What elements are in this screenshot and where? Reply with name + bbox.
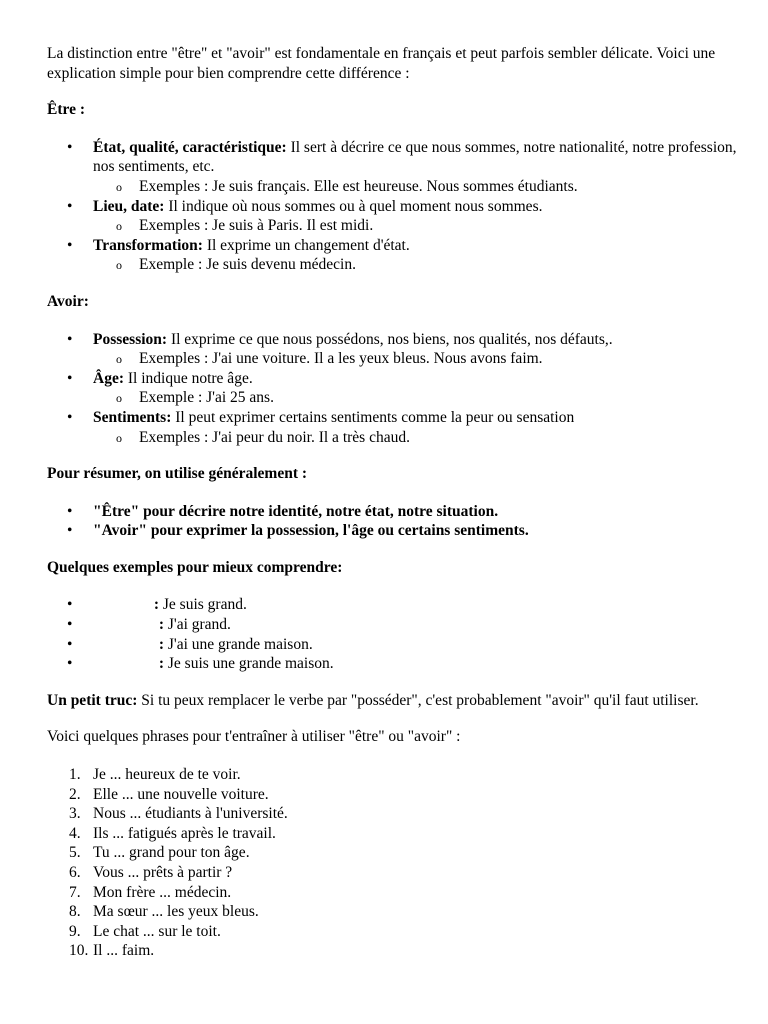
example-colon-3: : xyxy=(158,635,164,653)
list-item xyxy=(47,521,737,541)
avoir-term-1: Possession: xyxy=(93,330,168,348)
example-text-1: Je suis grand. xyxy=(159,596,247,614)
exercise-number: 2. xyxy=(69,785,81,803)
exercise-text: Ma sœur ... les yeux bleus. xyxy=(93,903,259,921)
example-text-3: J'ai une grande maison. xyxy=(164,635,313,653)
list-item xyxy=(47,883,737,903)
exercise-number: 4. xyxy=(69,824,81,842)
resume-item-1: "Être" pour décrire notre identité, notre état, notre situation. xyxy=(93,502,499,520)
etre-term-2: Lieu, date: xyxy=(93,197,165,215)
list-item xyxy=(47,236,737,275)
list-item xyxy=(47,635,737,655)
document-page xyxy=(47,44,737,961)
avoir-term-2: Âge: xyxy=(93,369,124,387)
tip-term: Un petit truc: xyxy=(47,691,138,709)
list-item xyxy=(47,804,737,824)
etre-list xyxy=(47,138,737,275)
exercise-text: Ils ... fatigués après le travail. xyxy=(93,824,276,842)
etre-term-1: État, qualité, caractéristique: xyxy=(93,138,287,156)
avoir-text-1: Il exprime ce que nous possédons, nos biens, nos qualités, nos défauts,. xyxy=(167,330,613,348)
example-colon-1: : xyxy=(153,596,159,614)
etre-example-3: o Exemple : Je suis devenu médecin. xyxy=(93,255,737,275)
list-item xyxy=(47,765,737,785)
exercise-text: Elle ... une nouvelle voiture. xyxy=(93,785,269,803)
etre-text-1: Il sert à décrire ce que nous sommes, notre nationalité, notre profession, nos sentiments, etc. xyxy=(93,138,737,176)
list-item xyxy=(47,330,737,369)
exercise-text: Je ... heureux de te voir. xyxy=(93,766,241,784)
exercise-number: 6. xyxy=(69,864,81,881)
exercise-intro: Voici quelques phrases pour t'entraîner à utiliser "être" ou "avoir" : xyxy=(47,728,461,746)
exercise-text: Tu ... grand pour ton âge. xyxy=(93,844,250,862)
avoir-term-3: Sentiments: xyxy=(93,408,172,426)
list-item xyxy=(47,615,737,635)
avoir-example-1: o Exemples : J'ai une voiture. Il a les yeux bleus. Nous avons faim. xyxy=(93,349,737,369)
list-item xyxy=(47,502,737,522)
list-item xyxy=(47,863,737,883)
exercise-number: 5. xyxy=(69,844,81,862)
avoir-heading: Avoir: xyxy=(47,292,89,310)
exercise-text: Le chat ... sur le toit. xyxy=(93,922,221,940)
exercise-text: Mon frère ... médecin. xyxy=(93,883,232,901)
avoir-example-3: o Exemples : J'ai peur du noir. Il a très chaud. xyxy=(93,428,737,448)
list-item xyxy=(47,843,737,863)
example-colon-4: : xyxy=(158,655,164,673)
list-item xyxy=(47,785,737,805)
list-item xyxy=(47,902,737,922)
avoir-example-2: o Exemple : J'ai 25 ans. xyxy=(93,388,737,408)
list-item xyxy=(47,824,737,844)
list-item xyxy=(47,654,737,674)
intro-paragraph: La distinction entre "être" et "avoir" est fondamentale en français et peut parfois sembler délicate. Voici une explication simple pour bien comprendre cette différence : xyxy=(47,45,716,82)
exercise-text: Il ... faim. xyxy=(93,942,155,960)
exemples-heading: Quelques exemples pour mieux comprendre: xyxy=(47,558,343,576)
exercise-number: 3. xyxy=(69,805,81,823)
list-item xyxy=(47,922,737,942)
exemples-list xyxy=(47,595,737,673)
list-item xyxy=(47,595,737,615)
list-item xyxy=(47,408,737,447)
exercise-number: 8. xyxy=(69,903,81,921)
example-text-4: Je suis une grande maison. xyxy=(164,655,334,673)
exercise-number: 1. xyxy=(69,766,81,784)
tip-text: Si tu peux remplacer le verbe par "posséder", c'est probablement "avoir" qu'il faut utiliser. xyxy=(137,691,699,709)
exercise-text: Vous ... prêts à partir ? xyxy=(93,864,233,881)
exercise-number: 7. xyxy=(69,883,81,901)
etre-term-3: Transformation: xyxy=(93,236,203,254)
avoir-text-2: Il indique notre âge. xyxy=(124,369,253,387)
resume-list xyxy=(47,502,737,541)
list-item xyxy=(47,369,737,408)
avoir-text-3: Il peut exprimer certains sentiments comme la peur ou sensation xyxy=(171,408,575,426)
etre-heading: Être : xyxy=(47,101,86,119)
exercise-text: Nous ... étudiants à l'université. xyxy=(93,805,288,823)
etre-text-2: Il indique où nous sommes ou à quel moment nous sommes. xyxy=(164,197,543,215)
etre-example-1: o Exemples : Je suis français. Elle est heureuse. Nous sommes étudiants. xyxy=(93,177,737,197)
list-item xyxy=(47,138,737,197)
tip-paragraph xyxy=(47,691,737,711)
avoir-list xyxy=(47,330,737,448)
resume-heading: Pour résumer, on utilise généralement : xyxy=(47,465,308,483)
exercise-number: 10. xyxy=(69,942,89,960)
resume-item-2: "Avoir" pour exprimer la possession, l'âge ou certains sentiments. xyxy=(93,522,529,540)
list-item xyxy=(47,197,737,236)
list-item xyxy=(47,941,737,961)
exercise-number: 9. xyxy=(69,922,81,940)
etre-text-3: Il exprime un changement d'état. xyxy=(202,236,410,254)
etre-example-2: o Exemples : Je suis à Paris. Il est midi. xyxy=(93,216,737,236)
example-text-2: J'ai grand. xyxy=(164,616,231,634)
exercise-list xyxy=(47,765,737,961)
example-colon-2: : xyxy=(158,616,164,634)
